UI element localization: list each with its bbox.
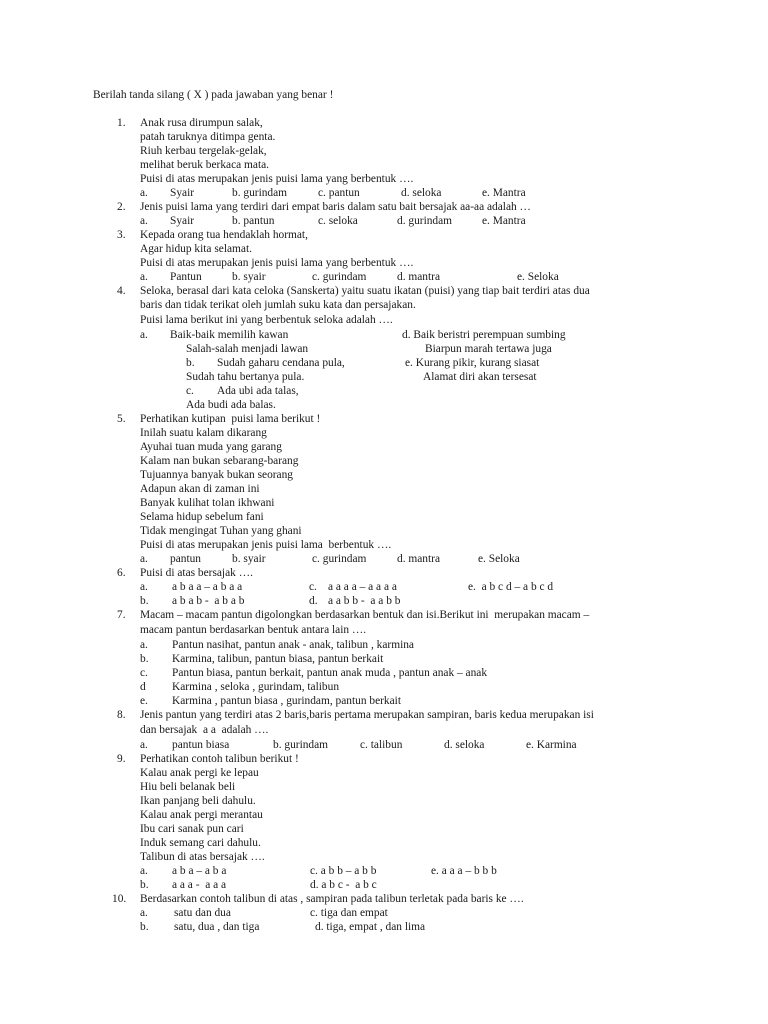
- question-line: Talibun di atas bersajak ….: [140, 851, 265, 863]
- option-text: a b a – a b a: [172, 865, 227, 877]
- question-number: 6.: [117, 567, 126, 579]
- question-line: Kalau anak pergi merantau: [140, 809, 263, 821]
- question-line: Tidak mengingat Tuhan yang ghani: [140, 525, 302, 537]
- question-number: 5.: [117, 413, 126, 425]
- option-text: satu, dua , dan tiga: [174, 921, 260, 933]
- option-text: pantun biasa: [172, 739, 230, 751]
- question-line: Hiu beli belanak beli: [140, 781, 236, 793]
- instruction-text: Berilah tanda silang ( X ) pada jawaban yang benar !: [93, 89, 334, 101]
- option-text: c. pantun: [318, 187, 360, 199]
- question-line: Ikan panjang beli dahulu.: [140, 795, 256, 807]
- option-letter: a.: [140, 739, 148, 751]
- option-text: a a b b - a a b b: [328, 595, 401, 607]
- option-text: Pantun nasihat, pantun anak - anak, talibun , karmina: [172, 639, 414, 651]
- option-text: e. a a a – b b b: [431, 865, 497, 877]
- option-text: Baik-baik memilih kawan: [170, 329, 289, 341]
- option-text: c. gurindam: [312, 553, 367, 565]
- question-line: Puisi lama berikut ini yang berbentuk seloka adalah ….: [140, 314, 393, 326]
- option-letter: a.: [140, 187, 148, 199]
- option-text: c. gurindam: [312, 271, 367, 283]
- question-line: dan bersajak a a adalah ….: [140, 724, 269, 736]
- question-number: 9.: [117, 753, 126, 765]
- question-line: Selama hidup sebelum fani: [140, 511, 264, 523]
- option-letter: c.: [140, 667, 148, 679]
- option-letter: b.: [140, 595, 149, 607]
- option-text: Karmina , seloka , gurindam, talibun: [172, 681, 340, 693]
- option-text: e. Kurang pikir, kurang siasat: [405, 357, 540, 369]
- option-text: b. gurindam: [273, 739, 329, 751]
- option-text: d. mantra: [397, 271, 441, 283]
- option-text: e. Mantra: [482, 187, 526, 199]
- option-text: e. Seloka: [517, 271, 559, 283]
- question-line: Seloka, berasal dari kata celoka (Sanskerta) yaitu suatu ikatan (puisi) yang tiap bait terdiri atas dua: [140, 285, 590, 297]
- question-line: Macam – macam pantun digolongkan berdasarkan bentuk dan isi.Berikut ini merupakan macam –: [140, 609, 590, 621]
- option-text: b. syair: [232, 271, 266, 283]
- option-letter: a.: [140, 581, 148, 593]
- option-letter: b.: [140, 921, 149, 933]
- question-number: 2.: [117, 201, 126, 213]
- question-line: Induk semang cari dahulu.: [140, 837, 261, 849]
- option-text: Alamat diri akan tersesat: [423, 371, 537, 383]
- question-line: macam pantun berdasarkan bentuk antara lain ….: [140, 624, 367, 636]
- question-number: 8.: [117, 709, 126, 721]
- option-text: d. tiga, empat , dan lima: [315, 921, 426, 933]
- option-letter: c.: [309, 581, 317, 593]
- option-text: d. seloka: [401, 187, 442, 199]
- option-text: b. pantun: [232, 215, 275, 227]
- option-letter: b.: [140, 879, 149, 891]
- question-line: Agar hidup kita selamat.: [140, 243, 252, 255]
- option-text: Karmina , pantun biasa , gurindam, pantun berkait: [172, 695, 402, 707]
- option-text: c. a b b – a b b: [310, 865, 377, 877]
- option-text: d. Baik beristri perempuan sumbing: [402, 329, 566, 341]
- question-number: 3.: [117, 229, 126, 241]
- option-text: d. a b c - a b c: [310, 879, 377, 891]
- option-text: Pantun biasa, pantun berkait, pantun anak muda , pantun anak – anak: [172, 667, 488, 679]
- option-text: b. gurindam: [232, 187, 288, 199]
- option-text: Ada ubi ada talas,: [217, 385, 299, 397]
- question-line: Ayuhai tuan muda yang garang: [140, 441, 282, 453]
- option-letter: d.: [309, 595, 318, 607]
- option-letter: a.: [140, 865, 148, 877]
- question-line: Puisi di atas merupakan jenis puisi lama berbentuk ….: [140, 539, 392, 551]
- option-text: Ada budi ada balas.: [186, 399, 276, 411]
- option-text: Syair: [170, 215, 195, 227]
- option-letter: a.: [140, 639, 148, 651]
- question-line: Banyak kulihat tolan ikhwani: [140, 497, 275, 509]
- option-text: Sudah gaharu cendana pula,: [217, 357, 345, 369]
- option-letter: b.: [186, 357, 195, 369]
- option-text: d. seloka: [444, 739, 485, 751]
- option-text: Syair: [170, 187, 195, 199]
- option-text: d. mantra: [397, 553, 441, 565]
- option-text: c. tiga dan empat: [310, 907, 388, 919]
- option-text: c. talibun: [360, 739, 403, 751]
- option-letter: a.: [140, 553, 148, 565]
- question-line: Ibu cari sanak pun cari: [140, 823, 244, 835]
- question-line: Tujuannya banyak bukan seorang: [140, 469, 294, 481]
- question-line: Adapun akan di zaman ini: [140, 483, 260, 495]
- question-line: Kalam nan bukan sebarang-barang: [140, 455, 299, 467]
- question-number: 4.: [117, 285, 126, 297]
- option-letter: a.: [140, 329, 148, 341]
- option-text: e. a b c d – a b c d: [468, 581, 554, 593]
- question-line: Anak rusa dirumpun salak,: [140, 117, 263, 129]
- question-line: baris dan tidak terikat oleh jumlah suku kata dan persajakan.: [140, 299, 416, 311]
- option-text: Karmina, talibun, pantun biasa, pantun berkait: [172, 653, 384, 665]
- option-text: e. Seloka: [478, 553, 520, 565]
- option-text: d. gurindam: [397, 215, 453, 227]
- question-number: 7.: [117, 609, 126, 621]
- option-letter: b.: [140, 653, 149, 665]
- question-line: Perhatikan kutipan puisi lama berikut !: [140, 413, 321, 425]
- option-text: pantun: [170, 553, 202, 565]
- option-text: satu dan dua: [174, 907, 231, 919]
- question-line: Berdasarkan contoh talibun di atas , sampiran pada talibun terletak pada baris ke ….: [140, 893, 524, 905]
- question-line: Riuh kerbau tergelak-gelak,: [140, 145, 267, 157]
- option-letter: a.: [140, 215, 148, 227]
- question-line: Kepada orang tua hendaklah hormat,: [140, 229, 308, 241]
- question-number: 1.: [117, 117, 126, 129]
- option-text: a b a b - a b a b: [172, 595, 245, 607]
- option-text: Salah-salah menjadi lawan: [186, 343, 309, 355]
- question-line: patah taruknya ditimpa genta.: [140, 131, 276, 143]
- question-number: 10.: [112, 893, 127, 905]
- option-letter: a.: [140, 271, 148, 283]
- question-line: Kalau anak pergi ke lepau: [140, 767, 259, 779]
- option-text: e. Mantra: [482, 215, 526, 227]
- option-text: Sudah tahu bertanya pula.: [186, 371, 305, 383]
- option-text: a a a - a a a: [172, 879, 227, 891]
- option-letter: a.: [140, 907, 148, 919]
- option-text: a b a a – a b a a: [172, 581, 243, 593]
- option-text: c. seloka: [318, 215, 358, 227]
- question-line: melihat beruk berkaca mata.: [140, 159, 270, 171]
- question-line: Puisi di atas merupakan jenis puisi lama yang berbentuk ….: [140, 173, 414, 185]
- option-text: a a a a – a a a a: [328, 581, 397, 593]
- question-line: Perhatikan contoh talibun berikut !: [140, 753, 299, 765]
- question-line: Jenis pantun yang terdiri atas 2 baris,baris pertama merupakan sampiran, baris kedua merupakan isi: [140, 709, 594, 721]
- question-line: Puisi di atas merupakan jenis puisi lama yang berbentuk ….: [140, 257, 414, 269]
- option-text: b. syair: [232, 553, 266, 565]
- option-text: Biarpun marah tertawa juga: [425, 343, 552, 355]
- question-line: Puisi di atas bersajak ….: [140, 567, 253, 579]
- option-letter: d: [140, 681, 146, 693]
- option-letter: c.: [186, 385, 194, 397]
- question-line: Inilah suatu kalam dikarang: [140, 427, 267, 439]
- option-text: e. Karmina: [526, 739, 577, 751]
- option-letter: e.: [140, 695, 148, 707]
- option-text: Pantun: [170, 271, 202, 283]
- question-line: Jenis puisi lama yang terdiri dari empat baris dalam satu bait bersajak aa-aa adalah …: [140, 201, 531, 213]
